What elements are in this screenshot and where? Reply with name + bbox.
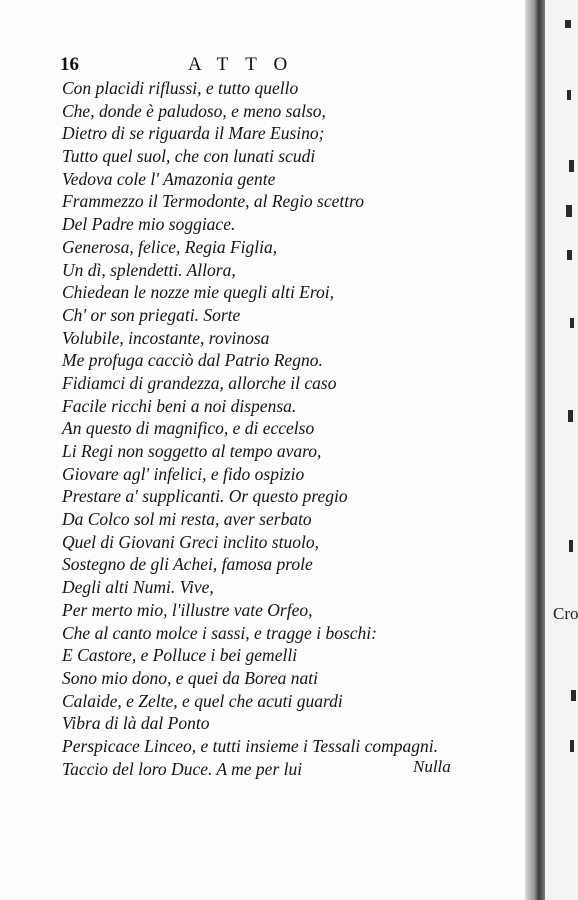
verse-line: Facile ricchi beni a noi dispensa. xyxy=(62,395,297,416)
verse-line: Calaide, e Zelte, e quel che acuti guardi xyxy=(62,690,343,711)
verse-line: Quel di Giovani Greci inclito stuolo, xyxy=(62,531,319,552)
ink-mark xyxy=(567,90,571,100)
verse-line: Sostegno de gli Achei, famosa prole xyxy=(62,554,313,575)
ink-mark xyxy=(569,160,574,172)
verse-line: Giovare agl' infelici, e fido ospizio xyxy=(62,463,305,484)
facing-page-text-fragment: Cro xyxy=(553,604,578,623)
ink-mark xyxy=(565,20,571,28)
verse-line: Per merto mio, l'illustre vate Orfeo, xyxy=(62,599,313,620)
verse-line: Vedova cole l' Amazonia gente xyxy=(62,168,276,189)
ink-mark xyxy=(570,318,574,328)
ink-mark xyxy=(568,410,573,422)
ink-mark xyxy=(566,205,572,217)
verse-line: Volubile, incostante, rovinosa xyxy=(62,327,270,348)
catchword: Nulla xyxy=(413,757,451,776)
facing-page-edge xyxy=(545,0,578,900)
verse-line: Me profuga cacciò dal Patrio Regno. xyxy=(62,350,323,371)
verse-line: An questo di magnifico, e di eccelso xyxy=(62,418,315,439)
verse-line: Che, donde è paludoso, e meno salso, xyxy=(62,100,326,121)
ink-mark xyxy=(570,740,574,752)
verse-line: Generosa, felice, Regia Figlia, xyxy=(62,236,278,257)
verse-line: E Castore, e Polluce i bei gemelli xyxy=(62,645,298,666)
ink-mark xyxy=(567,250,572,260)
verse-line: Perspicace Linceo, e tutti insieme i Tessali compagni. xyxy=(62,735,439,756)
verse-line: Taccio del loro Duce. A me per lui xyxy=(62,758,303,779)
verse-block xyxy=(62,77,502,780)
verse-line: Del Padre mio soggiace. xyxy=(62,214,236,235)
verse-line: Sono mio dono, e quei da Borea nati xyxy=(62,667,318,688)
verse-line: Prestare a' supplicanti. Or questo pregio xyxy=(62,486,348,507)
verse-line: Ch' or son priegati. Sorte xyxy=(62,304,241,325)
verse-line: Un dì, splendetti. Allora, xyxy=(62,259,236,280)
verse-line: Dietro di se riguarda il Mare Eusino; xyxy=(62,123,325,144)
verse-line: Tutto quel suol, che con lunati scudi xyxy=(62,146,316,167)
verse-line: Chiedean le nozze mie quegli alti Eroi, xyxy=(62,282,335,303)
verse-line: Che al canto molce i sassi, e tragge i boschi: xyxy=(62,622,377,643)
verse-line: Vibra di là dal Ponto xyxy=(62,713,210,734)
verse-line: Degli alti Numi. Vive, xyxy=(62,577,214,598)
verse-line: Li Regi non soggetto al tempo avaro, xyxy=(62,441,322,461)
page-number: 16 xyxy=(60,54,79,75)
verse-line: Da Colco sol mi resta, aver serbato xyxy=(62,509,312,530)
verse-line: Con placidi riflussi, e tutto quello xyxy=(62,78,299,98)
verse-line: Fidiamci di grandezza, allorche il caso xyxy=(62,372,337,393)
act-heading: ATTO xyxy=(188,54,305,75)
verse-line: Frammezzo il Termodonte, al Regio scettro xyxy=(62,191,365,212)
ink-mark xyxy=(569,540,573,552)
ink-mark xyxy=(571,690,576,701)
book-gutter-shadow xyxy=(525,0,545,900)
